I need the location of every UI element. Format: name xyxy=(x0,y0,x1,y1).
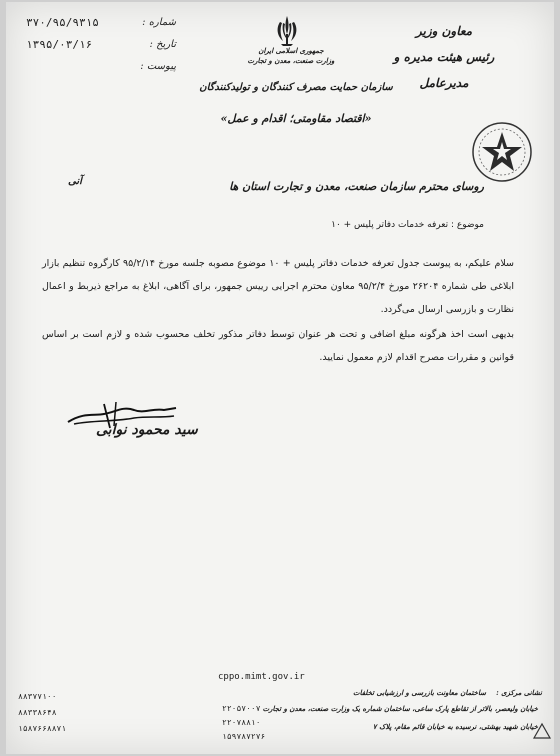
footer-mark-icon xyxy=(532,720,552,740)
ministry-name xyxy=(206,46,376,66)
website-url: cppo.mimt.gov.ir xyxy=(218,672,305,682)
urgency-label: آنی xyxy=(68,176,82,187)
body-paragraph: بدیهی است اخذ هرگونه مبلغ اضافی و تحت هر عنوان توسط دفاتر مذکور تخلف محسوب شده و لازم است بر اساس قوانین و مقررات مصرح اقدام لازم معمول نمایید. xyxy=(42,329,514,363)
footer-address xyxy=(14,686,546,746)
meta-date-row xyxy=(26,34,176,56)
meta-attachment-row xyxy=(26,56,176,78)
footer-title: نشانی مرکزی : xyxy=(496,688,542,697)
letter-meta xyxy=(26,12,176,78)
signer-name: سید محمود نوابی xyxy=(96,422,198,438)
date-value: ۱۳۹۵/۰۳/۱۶ xyxy=(26,38,93,51)
subject: موضوع : تعرفه خدمات دفاتر پلیس + ۱۰ xyxy=(331,220,484,230)
footer-line-3: خیابان شهید بهشتی، نرسیده به خیابان قائم مقام، پلاک ۷ xyxy=(372,722,538,731)
body-paragraph: سلام علیکم، به پیوست جدول تعرفه خدمات دفاتر پلیس + ۱۰ موضوع مصوبه جلسه مورخ ۹۵/۲/۱۴ کارگروه تنظیم بازار ابلاغی طی شماره ۲۶۲۰۴ مورخ ۹۵/۲/۴ معاون محترم اجرایی رییس جمهور، برای آگاهی، ابلاغ به مراجع ذیربط و اعمال نظارت و بازرسی ارسال می‌گردد. xyxy=(42,258,514,315)
organization-logo-icon xyxy=(470,120,534,184)
footer-phone: ۱۵۸۷۶۶۸۸۷۱ xyxy=(18,724,67,733)
organization-name: سازمان حمایت مصرف کنندگان و تولیدکنندگان xyxy=(199,82,393,93)
attachment-label: پیوست : xyxy=(140,61,176,72)
deputy-title-line1: معاون وزیر xyxy=(415,24,473,38)
meta-number-row xyxy=(26,12,176,34)
date-label: تاریخ : xyxy=(149,39,176,50)
ministry-title: وزارت صنعت، معدن و تجارت xyxy=(247,56,335,65)
footer-phone: ۲۲۰۷۸۸۱۰ xyxy=(222,718,261,727)
footer-phone: ۲۲۰۵۷۰۰۷ xyxy=(222,704,261,713)
footer-phone: ۸۸۳۳۸۶۴۸ xyxy=(18,708,57,717)
motto: «اقتصاد مقاومتی؛ اقدام و عمل» xyxy=(220,112,372,125)
deputy-title-line2: رئیس هیئت مدیره و مدیرعامل xyxy=(393,50,495,90)
national-emblem-icon xyxy=(272,14,302,48)
footer-line-2: خیابان ولیعصر، بالاتر از تقاطع پارک ساعی، ساختمان شماره یک وزارت صنعت، معدن و تجارت xyxy=(262,704,538,713)
letter-body xyxy=(42,252,514,371)
number-label: شماره : xyxy=(142,17,176,28)
footer-line-1: ساختمان معاونت بازرسی و ارزشیابی تخلفات xyxy=(353,688,486,697)
footer-phone: ۸۸۳۷۷۱۰۰ xyxy=(18,692,57,701)
footer-phone: ۱۵۹۷۸۷۲۷۶ xyxy=(222,732,266,741)
deputy-title xyxy=(374,18,514,96)
number-value: ۳۷۰/۹۵/۹۳۱۵ xyxy=(26,16,99,29)
country-name: جمهوری اسلامی ایران xyxy=(258,46,324,55)
letter-page xyxy=(6,2,554,754)
recipient: روسای محترم سازمان صنعت، معدن و تجارت استان ها xyxy=(229,180,484,193)
